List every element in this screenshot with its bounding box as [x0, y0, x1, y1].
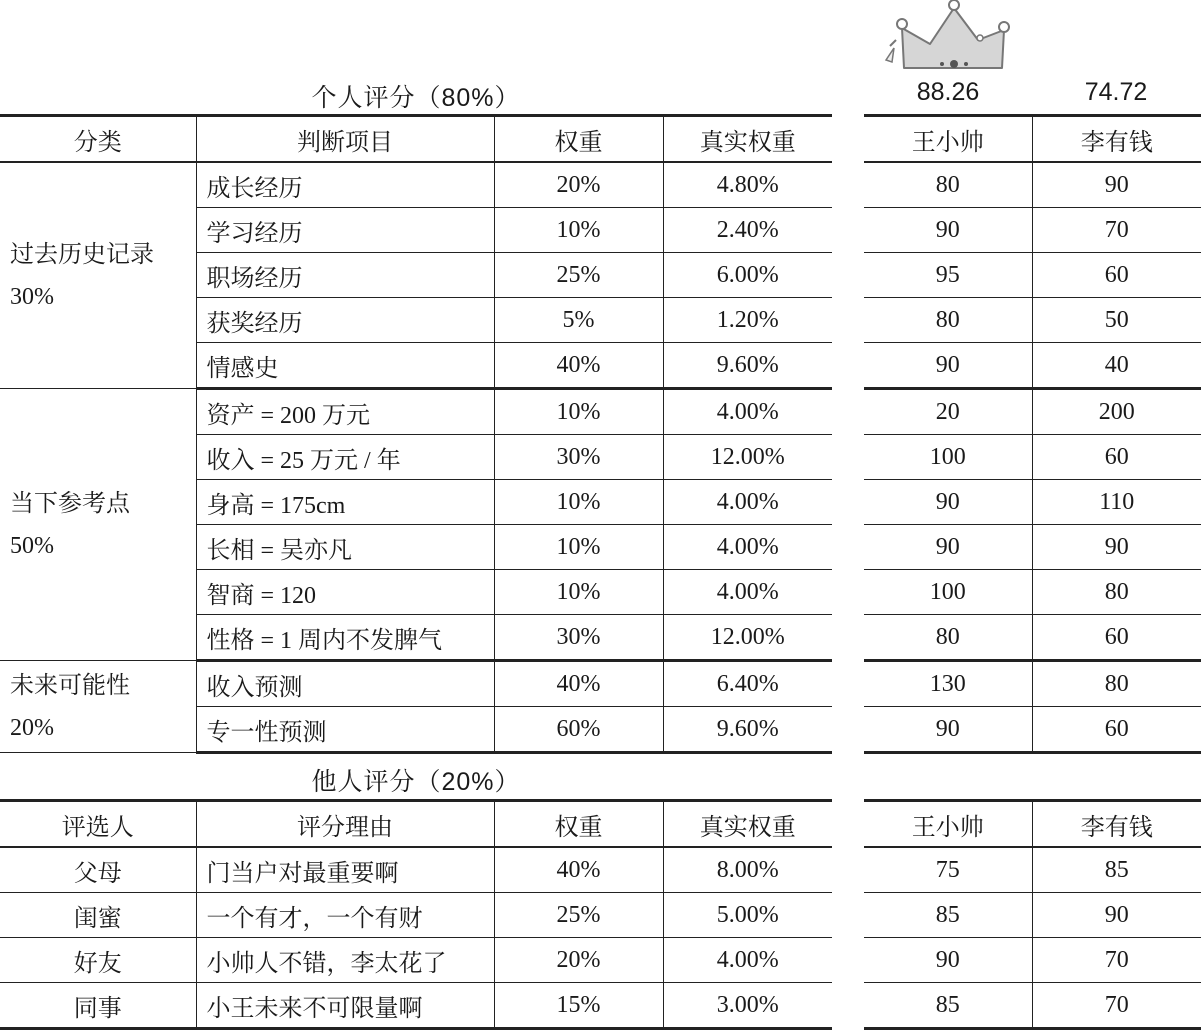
item-cell: 收入 = 25 万元 / 年 [196, 435, 494, 480]
table-row [864, 343, 1201, 389]
table-row [864, 298, 1201, 343]
others-score-table [0, 799, 832, 1030]
real-weight-cell: 9.60% [663, 707, 832, 753]
real-weight-cell: 6.00% [663, 253, 832, 298]
score-li: 200 [1032, 389, 1201, 435]
weight-cell: 5% [494, 298, 663, 343]
real-weight-cell: 4.00% [663, 480, 832, 525]
item-cell: 身高 = 175cm [196, 480, 494, 525]
score-wang: 100 [864, 570, 1032, 615]
real-weight-cell: 12.00% [663, 615, 832, 661]
header-category: 分类 [0, 116, 196, 163]
real-weight-cell: 4.80% [663, 162, 832, 208]
item-cell: 获奖经历 [196, 298, 494, 343]
table-row [0, 938, 832, 983]
real-weight-cell: 4.00% [663, 938, 832, 983]
weight-cell: 20% [494, 162, 663, 208]
score-wang: 90 [864, 208, 1032, 253]
score-wang: 80 [864, 615, 1032, 661]
others-score-title: 他人评分（20%） [311, 768, 521, 796]
table-row [864, 707, 1201, 753]
score-li: 60 [1032, 435, 1201, 480]
table-row [0, 893, 832, 938]
header-weight: 权重 [494, 801, 663, 848]
weight-cell: 30% [494, 435, 663, 480]
total-score-li: 74.72 [1084, 78, 1148, 106]
table-row [0, 162, 832, 208]
score-wang: 95 [864, 253, 1032, 298]
table-row [0, 983, 832, 1029]
table-row [864, 570, 1201, 615]
score-li: 70 [1032, 938, 1201, 983]
header-item: 判断项目 [196, 116, 494, 163]
real-weight-cell: 4.00% [663, 570, 832, 615]
weight-cell: 10% [494, 480, 663, 525]
table-row [864, 435, 1201, 480]
rater-cell: 同事 [0, 983, 196, 1029]
item-cell: 长相 = 吴亦凡 [196, 525, 494, 570]
score-li: 80 [1032, 570, 1201, 615]
table-row [864, 162, 1201, 208]
real-weight-cell: 6.40% [663, 661, 832, 707]
reason-cell: 一个有才，一个有财 [196, 893, 494, 938]
item-cell: 收入预测 [196, 661, 494, 707]
table-row [0, 661, 832, 707]
score-wang: 130 [864, 661, 1032, 707]
weight-cell: 25% [494, 253, 663, 298]
crown-icon [882, 0, 1012, 72]
weight-cell: 20% [494, 938, 663, 983]
weight-cell: 40% [494, 847, 663, 893]
category-name: 当下参考点 [10, 490, 130, 517]
real-weight-cell: 1.20% [663, 298, 832, 343]
item-cell: 性格 = 1 周内不发脾气 [196, 615, 494, 661]
table-row [864, 615, 1201, 661]
item-cell: 资产 = 200 万元 [196, 389, 494, 435]
real-weight-cell: 5.00% [663, 893, 832, 938]
score-li: 80 [1032, 661, 1201, 707]
score-li: 90 [1032, 525, 1201, 570]
header-rater: 评选人 [0, 801, 196, 848]
header-candidate-wang: 王小帅 [864, 801, 1032, 848]
category-weight: 30% [10, 283, 54, 310]
score-wang: 85 [864, 983, 1032, 1029]
score-wang: 75 [864, 847, 1032, 893]
category-cell [0, 162, 196, 389]
item-cell: 学习经历 [196, 208, 494, 253]
score-wang: 80 [864, 298, 1032, 343]
table-row [864, 983, 1201, 1029]
weight-cell: 40% [494, 661, 663, 707]
real-weight-cell: 8.00% [663, 847, 832, 893]
real-weight-cell: 4.00% [663, 389, 832, 435]
score-li: 90 [1032, 893, 1201, 938]
personal-score-title: 个人评分（80%） [311, 84, 521, 112]
score-li: 50 [1032, 298, 1201, 343]
score-li: 90 [1032, 162, 1201, 208]
table-row [864, 847, 1201, 893]
score-wang: 85 [864, 893, 1032, 938]
category-name: 过去历史记录 [10, 241, 154, 268]
table-row [864, 480, 1201, 525]
table-row [864, 893, 1201, 938]
header-candidate-li: 李有钱 [1032, 116, 1201, 163]
weight-cell: 10% [494, 525, 663, 570]
score-wang: 20 [864, 389, 1032, 435]
category-cell [0, 661, 196, 753]
table-row [0, 847, 832, 893]
others-candidate-score-table [864, 799, 1201, 1030]
header-reason: 评分理由 [196, 801, 494, 848]
reason-cell: 小王未来不可限量啊 [196, 983, 494, 1029]
category-weight: 50% [10, 532, 54, 559]
score-li: 110 [1032, 480, 1201, 525]
table-row [0, 389, 832, 435]
weight-cell: 10% [494, 208, 663, 253]
category-cell [0, 389, 196, 661]
item-cell: 专一性预测 [196, 707, 494, 753]
table-row [864, 525, 1201, 570]
rater-cell: 父母 [0, 847, 196, 893]
weight-cell: 30% [494, 615, 663, 661]
weight-cell: 40% [494, 343, 663, 389]
table-header-row [0, 801, 832, 848]
header-weight: 权重 [494, 116, 663, 163]
header-real-weight: 真实权重 [663, 116, 832, 163]
table-row [864, 938, 1201, 983]
score-li: 40 [1032, 343, 1201, 389]
score-wang: 100 [864, 435, 1032, 480]
rater-cell: 闺蜜 [0, 893, 196, 938]
table-row [864, 208, 1201, 253]
category-weight: 20% [10, 714, 54, 741]
score-wang: 80 [864, 162, 1032, 208]
personal-score-table [0, 114, 832, 754]
header-candidate-wang: 王小帅 [864, 116, 1032, 163]
score-li: 60 [1032, 253, 1201, 298]
item-cell: 成长经历 [196, 162, 494, 208]
table-header-row [864, 801, 1201, 848]
score-li: 70 [1032, 983, 1201, 1029]
score-li: 60 [1032, 707, 1201, 753]
category-name: 未来可能性 [10, 672, 130, 699]
table-header-row [0, 116, 832, 163]
rater-cell: 好友 [0, 938, 196, 983]
weight-cell: 60% [494, 707, 663, 753]
item-cell: 职场经历 [196, 253, 494, 298]
score-wang: 90 [864, 525, 1032, 570]
item-cell: 情感史 [196, 343, 494, 389]
reason-cell: 门当户对最重要啊 [196, 847, 494, 893]
reason-cell: 小帅人不错，李太花了 [196, 938, 494, 983]
weight-cell: 10% [494, 389, 663, 435]
personal-candidate-score-table [864, 114, 1201, 754]
weight-cell: 15% [494, 983, 663, 1029]
real-weight-cell: 12.00% [663, 435, 832, 480]
real-weight-cell: 3.00% [663, 983, 832, 1029]
real-weight-cell: 4.00% [663, 525, 832, 570]
header-real-weight: 真实权重 [663, 801, 832, 848]
score-wang: 90 [864, 938, 1032, 983]
header-candidate-li: 李有钱 [1032, 801, 1201, 848]
real-weight-cell: 9.60% [663, 343, 832, 389]
table-row [864, 661, 1201, 707]
score-wang: 90 [864, 343, 1032, 389]
weight-cell: 25% [494, 893, 663, 938]
real-weight-cell: 2.40% [663, 208, 832, 253]
table-row [864, 389, 1201, 435]
score-li: 60 [1032, 615, 1201, 661]
table-header-row [864, 116, 1201, 163]
weight-cell: 10% [494, 570, 663, 615]
item-cell: 智商 = 120 [196, 570, 494, 615]
score-li: 70 [1032, 208, 1201, 253]
score-li: 85 [1032, 847, 1201, 893]
score-wang: 90 [864, 707, 1032, 753]
score-wang: 90 [864, 480, 1032, 525]
table-row [864, 253, 1201, 298]
total-score-wang: 88.26 [916, 78, 980, 106]
